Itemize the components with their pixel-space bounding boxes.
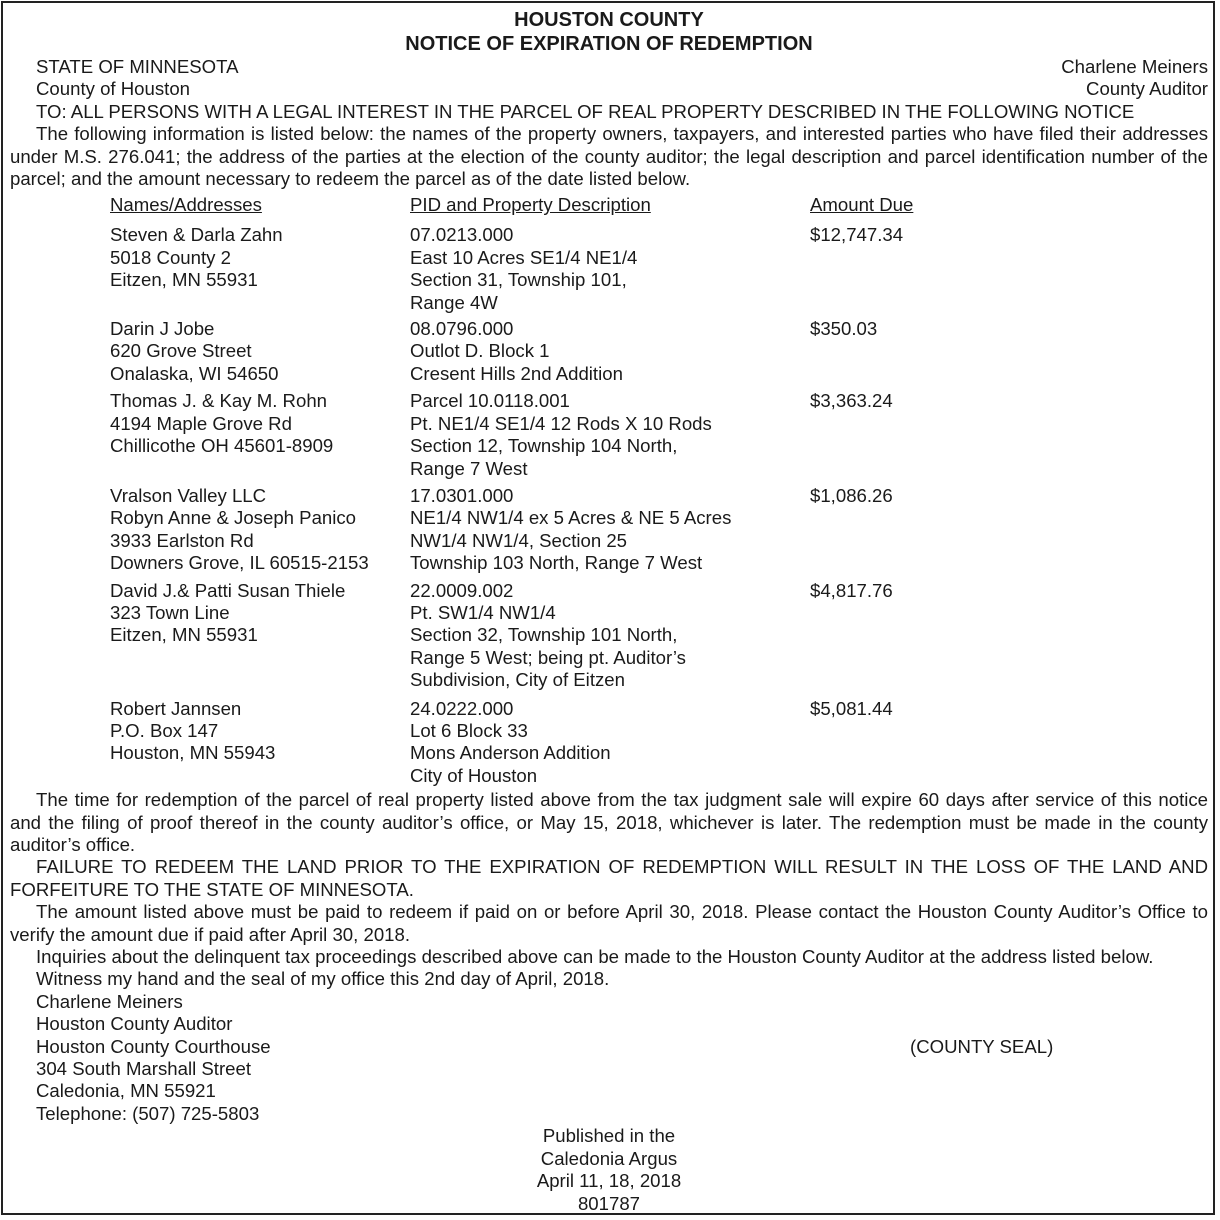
name-address-line: Thomas J. & Kay M. Rohn (110, 390, 328, 412)
amount-cell (810, 224, 1110, 314)
amount-due: $350.03 (810, 318, 878, 340)
signature-line: Telephone: (507) 725-5803 (36, 1102, 260, 1124)
name-address-line: Vralson Valley LLC (110, 484, 267, 506)
pid-description-line: NW1/4 NW1/4, Section 25 (410, 529, 628, 551)
pid-description-line: Cresent Hills 2nd Addition (410, 362, 623, 384)
pid-description-line: 24.0222.000 (410, 697, 514, 719)
table-row (10, 698, 1208, 788)
pid-description-line: Pt. SW1/4 NW1/4 (410, 601, 556, 623)
amount-cell (810, 318, 1110, 385)
amount-cell (810, 485, 1110, 575)
amount-due: $12,747.34 (810, 224, 904, 246)
county-label: County of Houston (36, 78, 191, 100)
signature-line: Houston County Courthouse (36, 1035, 271, 1057)
pid-description-line: Section 12, Township 104 North, (410, 435, 678, 457)
signature-line: Houston County Auditor (36, 1013, 233, 1035)
publication-line: Published in the (542, 1125, 676, 1147)
title-county: HOUSTON COUNTY (514, 9, 704, 31)
inquiries-paragraph: Inquiries about the delinquent tax proceedings described above can be made to the Houston County Auditor at the address listed below. (36, 946, 1154, 968)
signature-line: Charlene Meiners (36, 990, 183, 1012)
pid-description-line: City of Houston (410, 764, 538, 786)
amount-paragraph: The amount listed above must be paid to redeem if paid on or before April 30, 2018. Please contact the Houston County Auditor’s Office to verify the amount due if paid after April 30, 2018. (10, 901, 1208, 945)
name-address-cell (10, 224, 410, 314)
name-address-line: Robyn Anne & Joseph Panico (110, 507, 357, 529)
name-address-line: Steven & Darla Zahn (110, 224, 283, 246)
signature-line: Caledonia, MN 55921 (36, 1080, 216, 1102)
auditor-title: County Auditor (1086, 78, 1208, 100)
pid-description-line: Parcel 10.0118.001 (410, 390, 570, 412)
pid-description-line: Mons Anderson Addition (410, 742, 611, 764)
signature-block (10, 991, 1208, 1125)
pid-description-cell (410, 580, 810, 692)
table-row (10, 224, 1208, 314)
pid-description-line: East 10 Acres SE1/4 NE1/4 (410, 246, 638, 268)
pid-description-line: Pt. NE1/4 SE1/4 12 Rods X 10 Rods (410, 412, 712, 434)
signature-line: 304 South Marshall Street (36, 1058, 251, 1080)
name-address-line: Eitzen, MN 55931 (110, 624, 258, 646)
name-address-line: Darin J Jobe (110, 318, 215, 340)
witness-paragraph: Witness my hand and the seal of my office this 2nd day of April, 2018. (36, 968, 610, 990)
pid-description-cell (410, 390, 810, 480)
pid-description-line: NE1/4 NW1/4 ex 5 Acres & NE 5 Acres (410, 507, 732, 529)
intro-paragraph: The following information is listed below: the names of the property owners, taxpayers, and interested parties who have filed their addresses under M.S. 276.041; the address of the parties at the election of the county auditor; the legal description and parcel identification number of the parcel; and the amount necessary to redeem the parcel as of the date listed below. (10, 123, 1208, 190)
pid-description-line: 07.0213.000 (410, 224, 514, 246)
name-address-line: Chillicothe OH 45601-8909 (110, 435, 334, 457)
state-label: STATE OF MINNESOTA (36, 56, 239, 77)
publication-line: 801787 (577, 1192, 641, 1214)
amount-cell (810, 390, 1110, 480)
seal-column (910, 991, 1053, 1125)
pid-description-line: Township 103 North, Range 7 West (410, 552, 703, 574)
table-row (10, 580, 1208, 692)
pid-description-line: Section 32, Township 101 North, (410, 624, 678, 646)
header-pid: PID and Property Description (410, 194, 651, 216)
table-body (10, 224, 1208, 787)
name-address-line: Houston, MN 55943 (110, 742, 276, 764)
name-address-line: 4194 Maple Grove Rd (110, 412, 292, 434)
county-seal-label: (COUNTY SEAL) (910, 1035, 1054, 1057)
title-notice: NOTICE OF EXPIRATION OF REDEMPTION (405, 33, 813, 55)
signature-lines (10, 991, 910, 1125)
publication-line: Caledonia Argus (540, 1147, 678, 1169)
amount-due: $1,086.26 (810, 484, 893, 506)
name-address-cell (10, 318, 410, 385)
name-address-line: Downers Grove, IL 60515-2153 (110, 552, 369, 574)
header-row-2 (10, 78, 1208, 100)
name-address-line: 323 Town Line (110, 601, 230, 623)
auditor-name: Charlene Meiners (1061, 56, 1208, 77)
redemption-paragraph: The time for redemption of the parcel of real property listed above from the tax judgment sale will expire 60 days after service of this notice and the filing of proof thereof in the county auditor’s office, or May 15, 2018, whichever is later. The redemption must be made in the county auditor’s office. (10, 789, 1208, 855)
name-address-line: Onalaska, WI 54650 (110, 362, 279, 384)
header-names: Names/Addresses (110, 194, 262, 216)
amount-due: $5,081.44 (810, 697, 893, 719)
pid-description-cell (410, 224, 810, 314)
name-address-cell (10, 390, 410, 480)
pid-description-line: Outlot D. Block 1 (410, 340, 550, 362)
pid-description-cell (410, 485, 810, 575)
pid-description-line: Range 5 West; being pt. Auditor’s (410, 646, 686, 668)
name-address-line: Robert Jannsen (110, 697, 242, 719)
table-row (10, 485, 1208, 575)
pid-description-line: Section 31, Township 101, (410, 269, 627, 291)
name-address-line: P.O. Box 147 (110, 719, 219, 741)
table-row (10, 318, 1208, 385)
amount-cell (810, 698, 1110, 788)
header-amount: Amount Due (810, 194, 914, 216)
name-address-line: Eitzen, MN 55931 (110, 269, 258, 291)
pid-description-line: 22.0009.002 (410, 579, 514, 601)
amount-due: $4,817.76 (810, 579, 893, 601)
table-row (10, 390, 1208, 480)
pid-description-cell (410, 318, 810, 385)
amount-cell (810, 580, 1110, 692)
addressee-line: TO: ALL PERSONS WITH A LEGAL INTEREST IN THE PARCEL OF REAL PROPERTY DESCRIBED IN THE FOLLOWING NOTICE (36, 100, 1135, 122)
name-address-cell (10, 698, 410, 788)
pid-description-line: Range 7 West (410, 457, 528, 479)
name-address-cell (10, 485, 410, 575)
pid-description-line: Subdivision, City of Eitzen (410, 669, 625, 691)
table-header (10, 194, 1208, 220)
parcel-table (10, 194, 1208, 787)
name-address-cell (10, 580, 410, 692)
pid-description-line: Range 4W (410, 291, 498, 313)
pid-description-line: 08.0796.000 (410, 318, 514, 340)
failure-paragraph: FAILURE TO REDEEM THE LAND PRIOR TO THE EXPIRATION OF REDEMPTION WILL RESULT IN THE LOSS OF THE LAND AND FORFEITURE TO THE STATE OF MINNESOTA. (10, 856, 1208, 900)
amount-due: $3,363.24 (810, 390, 893, 412)
name-address-line: David J.& Patti Susan Thiele (110, 579, 346, 601)
legal-notice (10, 8, 1208, 1215)
publication-block (10, 1125, 1208, 1215)
publication-line: April 11, 18, 2018 (536, 1170, 682, 1192)
name-address-line: 5018 County 2 (110, 246, 231, 268)
name-address-line: 620 Grove Street (110, 340, 252, 362)
pid-description-line: 17.0301.000 (410, 484, 514, 506)
header-row-1 (10, 56, 1208, 78)
pid-description-line: Lot 6 Block 33 (410, 719, 528, 741)
name-address-line: 3933 Earlston Rd (110, 529, 254, 551)
pid-description-cell (410, 698, 810, 788)
